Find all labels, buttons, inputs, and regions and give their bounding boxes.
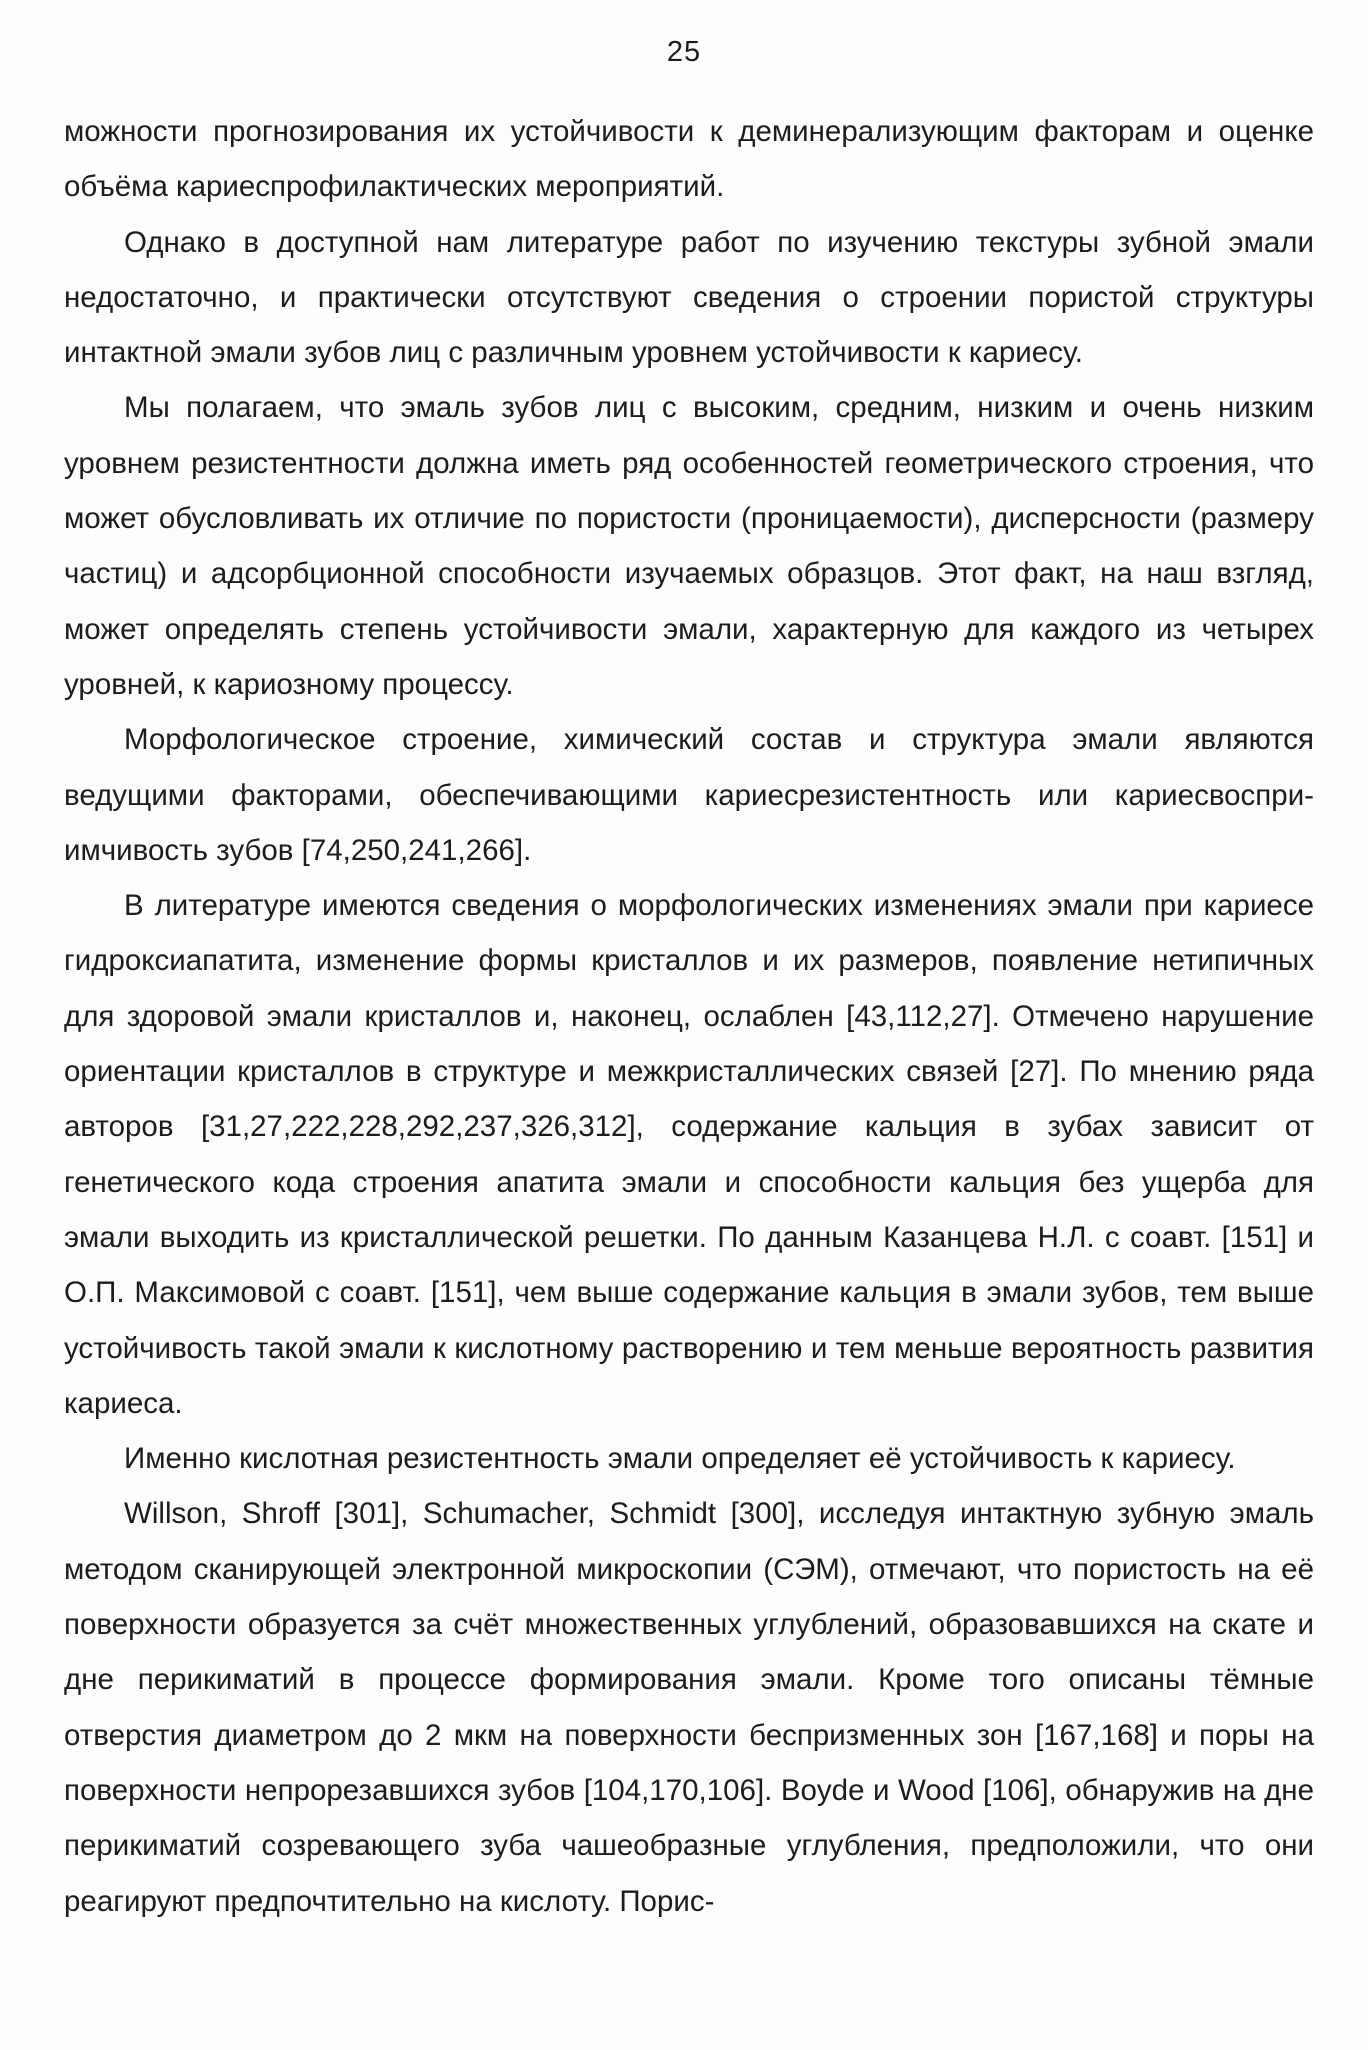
- paragraph-3: Мы полагаем, что эмаль зубов лиц с высоким, средним, низким и очень низким уровнем резистентности должна иметь ряд особенностей геометрического строения, что может обусловливать их отличие по пористости (проницаемости), дисперсности (размеру частиц) и адсорбционной способности изучаемых образцов. Этот факт, на наш взгляд, может определять степень устойчивости эмали, характерную для каждого из четырех уровней, к кариозному процессу.: [64, 391, 1314, 701]
- paragraph-6: Именно кислотная резистентность эмали определяет её устойчивость к кариесу.: [124, 1442, 1236, 1476]
- paragraph-1: можности прогнозирования их устойчивости к деминерализующим факторам и оценке объёма кариеспрофилактических мероприятий.: [64, 115, 1314, 204]
- paragraph-2: Однако в доступной нам литературе работ по изучению текстуры зубной эмали недостаточно, и практически отсутствуют сведения о строении пористой структуры интактной эмали зубов лиц с различным уровнем устойчивости к кариесу.: [64, 225, 1314, 370]
- page-number: 25: [666, 36, 702, 68]
- paragraph-7: Willson, Shroff [301], Schumacher, Schmidt [300], исследуя интактную зубную эмаль методом сканирующей электронной микроскопии (СЭМ), отмечают, что пористость на её поверхности образуется за счёт множественных углублений, образовавшихся на скате и дне перикиматий в процессе формирования эмали. Кроме того описаны тёмные отверстия диаметром до 2 мкм на поверхности беспризменных зон [167,168] и поры на поверхности непрорезавшихся зубов [104,170,106]. Boyde и Wood [106], обнаружив на дне перикиматий созревающего зуба чашеобразные углубления, предположили, что они реагируют предпочтительно на кислоту. Порис-: [64, 1497, 1314, 1918]
- body-text: [64, 104, 1314, 1929]
- paragraph-5: В литературе имеются сведения о морфологических изменениях эмали при кариесе гидроксиапатита, изменение формы кристаллов и их размеров, появление нетипичных для здоровой эмали кристаллов и, наконец, ослаблен [43,112,27]. Отмечено нарушение ориентации кристаллов в структуре и межкристаллических связей [27]. По мнению ряда авторов [31,27,222,228,292,237,326,312], содержание кальция в зубах зависит от генетического кода строения апатита эмали и способности кальция без ущерба для эмали выходить из кристаллической решетки. По данным Казанцева Н.Л. с соавт. [151] и О.П. Максимовой с соавт. [151], чем выше содержание кальция в эмали зубов, тем выше устойчивость такой эмали к кислотному растворению и тем меньше вероятность развития кариеса.: [64, 889, 1314, 1420]
- paragraph-4: Морфологическое строение, химический состав и структура эмали являются ведущими факторами, обеспечивающими кариесрезистентность или кариесвосприимчивость зубов [74,250,241,266].: [64, 723, 1314, 867]
